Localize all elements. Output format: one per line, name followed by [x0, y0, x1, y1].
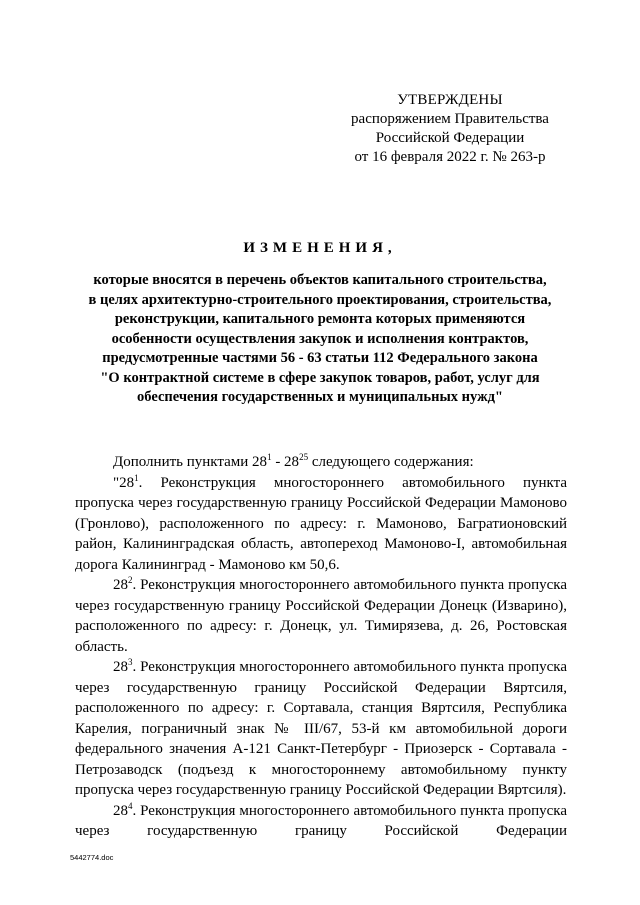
- document-title: ИЗМЕНЕНИЯ,: [243, 240, 397, 256]
- subtitle-line: особенности осуществления закупок и исполнения контрактов,: [111, 330, 529, 347]
- subtitle-line: которые вносятся в перечень объектов капитального строительства,: [93, 272, 547, 288]
- item-text: . Реконструкция многостороннего автомобильного пункта пропуска через государственную границу Российской Федерации Мамоново (Гронлово), расположенного по адресу: г. Мамоново, Багратионовский район, Калининградская область, автопереход Мамоново-I, автомобильная дорога Калининград - Мамоново км 50,6.: [75, 474, 567, 573]
- item-text: . Реконструкция многостороннего автомобильного пункта пропуска через государственную границу Российской Федерации: [75, 802, 567, 839]
- subtitle-line: в целях архитектурно-строительного проектирования, строительства,: [88, 291, 552, 308]
- list-item: [75, 473, 567, 576]
- document-body: [75, 452, 567, 842]
- approval-stamp: [330, 91, 570, 167]
- approval-line-3: Российской Федерации: [375, 130, 525, 146]
- item-number: $28^3$: [113, 657, 133, 675]
- subtitle-line: предусмотренные частями 56 - 63 статьи 112 Федерального закона: [102, 350, 538, 366]
- item-text: . Реконструкция многостороннего автомобильного пункта пропуска через государственную границу Российской Федерации Донецк (Изварино), расположенного по адресу: г. Донецк, ул. Тимирязева, д. 26, Ростовская область.: [75, 577, 567, 655]
- subtitle-line: "О контрактной системе в сфере закупок товаров, работ, услуг для: [100, 369, 540, 386]
- item-number: $28^4$: [113, 800, 133, 819]
- document-title-block: [60, 240, 580, 408]
- approval-heading: УТВЕРЖДЕНЫ: [397, 92, 503, 108]
- list-item: [75, 801, 567, 842]
- item-number: $28^2$: [113, 575, 133, 593]
- list-item: [75, 657, 567, 801]
- list-item: [75, 575, 567, 657]
- item-number: "$28^1$: [113, 472, 139, 491]
- intro-paragraph: Дополнить пунктами $28^1 - 28^{25}$ следующего содержания:: [113, 452, 474, 470]
- approval-line-2: распоряжением Правительства: [351, 111, 549, 127]
- subtitle-line: обеспечения государственных и муниципальных нужд": [137, 389, 503, 405]
- subtitle-line: реконструкции, капитального ремонта которых применяются: [114, 311, 526, 327]
- item-text: . Реконструкция многостороннего автомобильного пункта пропуска через государственную границу Российской Федерации Вяртсиля, расположенного по адресу: г. Сортавала, станция Вяртсиля, Республика Карелия, пограничный знак № III/67, 53-й км автомобильной дороги федерального значения А-121 Санкт-Петербург - Приозерск - Сортавала - Петрозаводск (подъезд к многостороннему автомобильному пункту пропуска через государственную границу Российской Федерации Вяртсиля).: [75, 659, 567, 798]
- footer-filename: 5442774.doc: [70, 853, 114, 862]
- document-subtitle: [60, 271, 580, 408]
- approval-date-number: от 16 февраля 2022 г. № 263-р: [354, 149, 546, 165]
